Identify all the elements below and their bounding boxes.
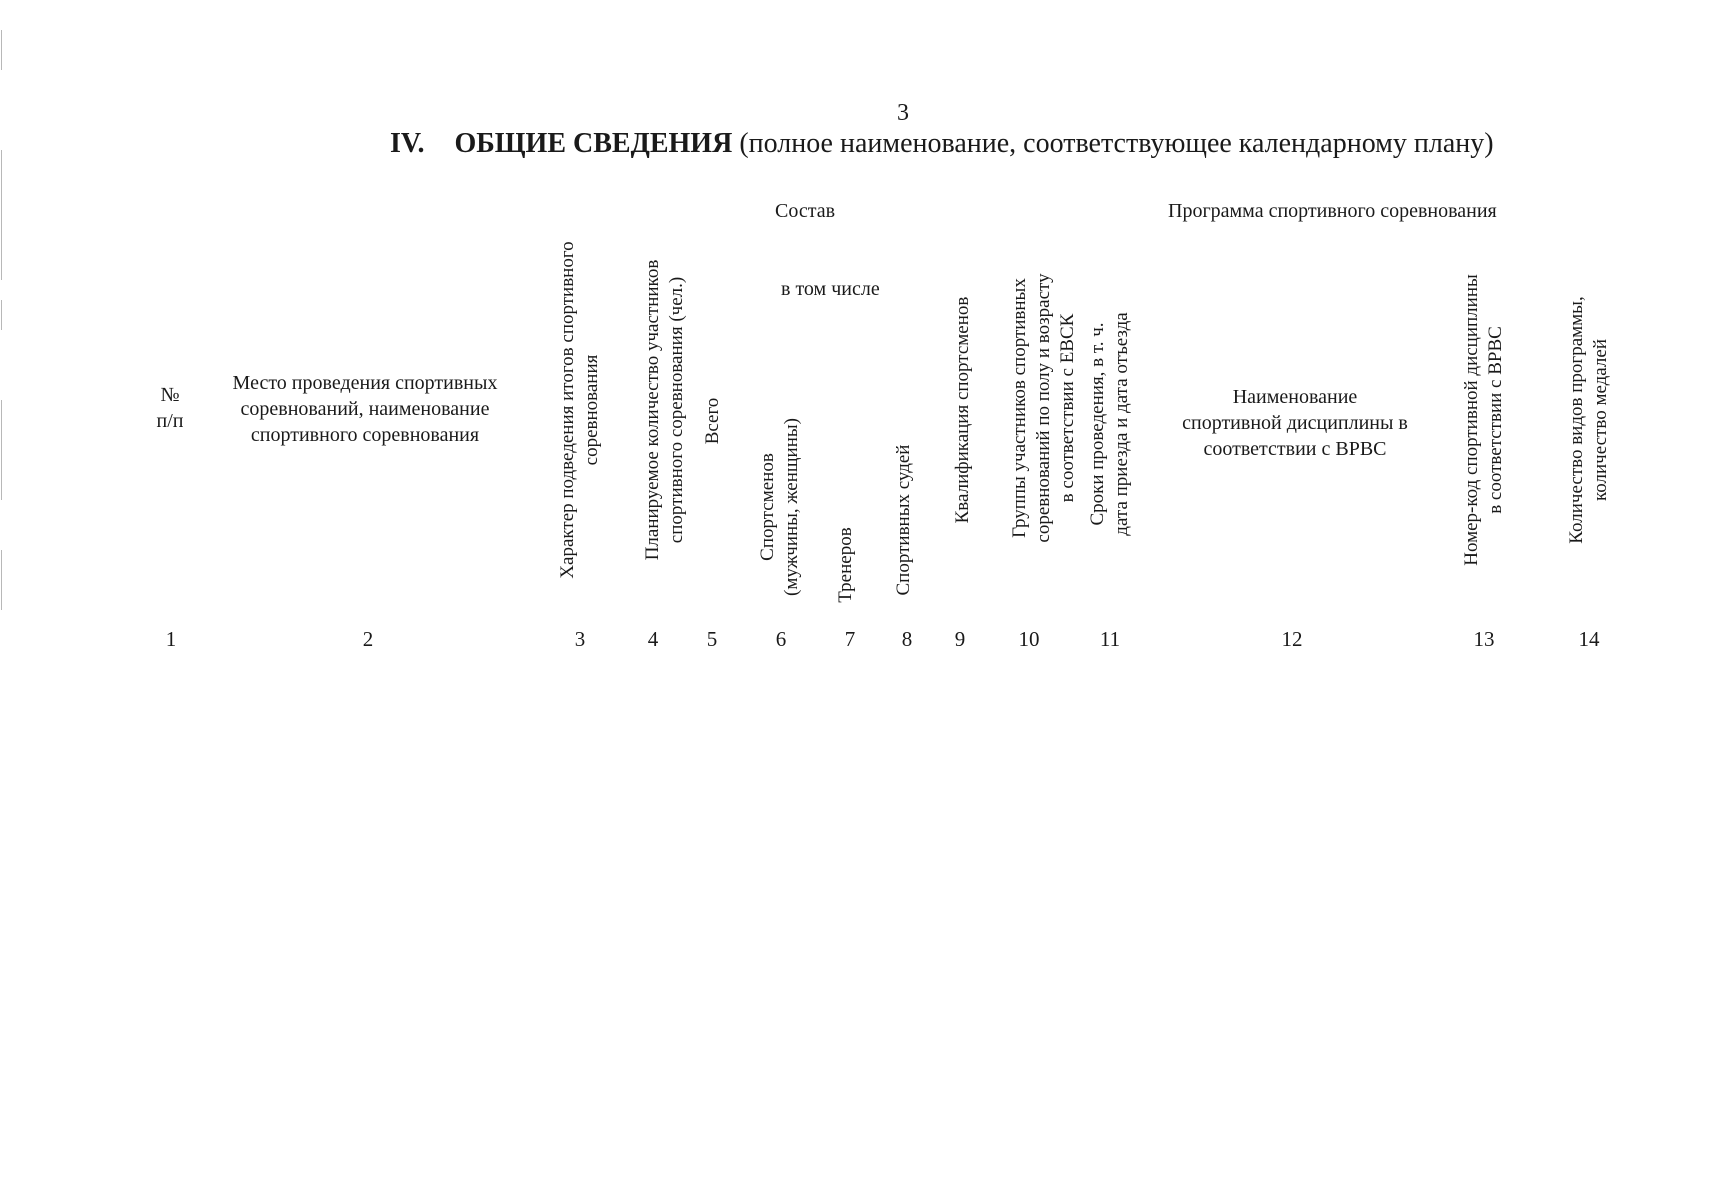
header-col8: Спортивных судей	[893, 444, 914, 596]
column-number: 6	[775, 627, 787, 651]
section-title-note: (полное наименование, соответствующее календарному плану)	[739, 128, 1494, 159]
column-number: 13	[1473, 627, 1495, 651]
column-number: 4	[647, 627, 659, 651]
header-col13: Номер-код спортивной дисциплины в соответствии с ВРВС	[1461, 274, 1506, 566]
header-group-sostav: Состав	[775, 200, 836, 222]
header-group-v-tom-chisle: в том числе	[781, 278, 880, 300]
column-number: 9	[954, 627, 966, 651]
column-number: 14	[1578, 627, 1600, 651]
header-col10: Группы участников спортивных соревнований по полу и возрасту в соответствии с ЕВСК	[1009, 273, 1078, 543]
header-col14: Количество видов программы, количество медалей	[1566, 296, 1611, 544]
header-col4: Планируемое количество участников спортивного соревнования (чел.)	[642, 259, 687, 561]
column-number: 2	[362, 627, 374, 651]
scan-margin-marks	[0, 0, 8, 620]
column-number: 7	[844, 627, 856, 651]
header-group-programma: Программа спортивного соревнования	[1168, 200, 1497, 222]
section-title	[390, 128, 1494, 160]
column-number: 10	[1018, 627, 1040, 651]
column-number: 8	[901, 627, 913, 651]
header-col11: Сроки проведения, в т. ч. дата приезда и дата отъезда	[1087, 312, 1132, 536]
column-number: 12	[1281, 627, 1303, 651]
header-col6: Спортсменов (мужчины, женщины)	[757, 418, 802, 596]
header-col9: Квалификация спортсменов	[952, 296, 973, 524]
column-number: 1	[165, 627, 177, 651]
section-number: IV.	[390, 128, 425, 159]
header-col2: Место проведения спортивных соревнований, наименование спортивного соревнования	[232, 372, 498, 446]
column-number: 3	[574, 627, 586, 651]
column-number: 11	[1099, 627, 1121, 651]
header-col5: Всего	[702, 397, 723, 445]
page-number: 3	[897, 100, 909, 126]
header-col12: Наименование спортивной дисциплины в соответствии с ВРВС	[1182, 386, 1408, 460]
header-col1: № п/п	[156, 384, 184, 432]
header-col3: Характер подведения итогов спортивного соревнования	[557, 241, 602, 579]
column-number: 5	[706, 627, 718, 651]
section-title-bold: ОБЩИЕ СВЕДЕНИЯ	[454, 128, 733, 159]
header-col7: Тренеров	[835, 527, 856, 603]
